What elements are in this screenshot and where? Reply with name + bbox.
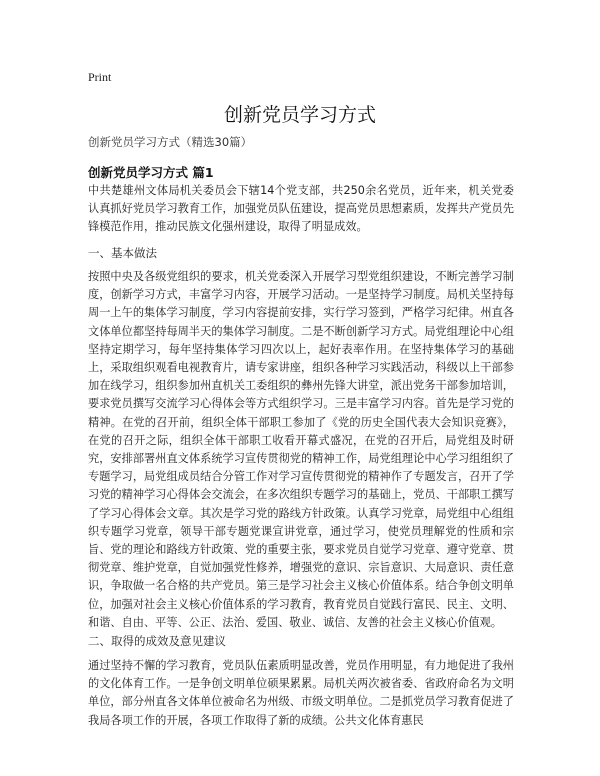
print-label: Print	[88, 70, 112, 84]
heading-results-suggestions: 二、取得的成效及意见建议	[88, 634, 226, 648]
intro-paragraph: 中共楚雄州文体局机关委员会下辖14个党支部，共250余名党员，近年来，机关党委认真抓好党员学习教育工作，加强党员队伍建设，提高党员思想素质，发挥共产党员先锋模范作用，推动民族文化强州建设，取得了明显成效。	[88, 184, 514, 234]
paragraph-basic-practices: 按照中央及各级党组织的要求，机关党委深入开展学习型党组织建设，不断完善学习制度，创新学习方式，丰富学习内容，开展学习活动。一是坚持学习制度。局机关坚持每周一上午的集体学习制度，学习内容提前安排，实行学习签到，严格学习纪律。州直各文体单位都坚持每周半天的集体学习制度。二是不断创新学习方式。局党组理论中心组坚持定期学习，每年坚持集体学习四次以上，起好表率作用。在坚持集体学习的基础上，采取组织观看电视教育片，请专家讲座，组织各种学习实践活动，科级以上干部参加在线学习，组织参加州直机关工委组织的彝州先锋大讲堂，派出党务干部参加培训，要求党员撰写交流学习心得体会等方式组织学习。三是丰富学习内容。首先是学习党的精神。在党的召开前，组织全体干部职工参加了《党的历史全国代表大会知识竞赛》，在党的召开之际，组织全体干部职工收看开幕式盛况，在党的召开后，局党组及时研究，安排部署州直文体系统学习宣传贯彻党的精神工作，局党组理论中心学习组组织了专题学习，局党组成员结合分管工作对学习宣传贯彻党的精神作了专题发言，召开了学习党的精神学习心得体会交流会，在多次组织专题学习的基础上，党员、干部职工撰写了学习心得体会文章。其次是学习党的路线方针政策。认真学习党章，局党组中心组组织专题学习党章，领导干部专题党课宣讲党章，通过学习，使党员理解党的性质和宗旨、党的理论和路线方针政策、党的重要主张，要求党员自觉学习党章、遵守党章、贯彻党章、维护党章，自觉加强党性修养，增强党的意识、宗旨意识、大局意识、责任意识，争取做一名合格的共产党员。第三是学习社会主义核心价值体系。结合争创文明单位，加强对社会主义核心价值体系的学习教育，教育党员自觉践行富民、民主、文明、和谐、自由、平等、公正、法治、爱国、敬业、诚信、友善的社会主义核心价值观。	[88, 270, 514, 629]
heading-basic-practices: 一、基本做法	[88, 246, 157, 260]
section-title: 创新党员学习方式 篇1	[88, 165, 214, 180]
page-title: 创新党员学习方式	[223, 104, 376, 126]
document-subtitle: 创新党员学习方式（精选30篇）	[88, 135, 253, 149]
paragraph-results-suggestions: 通过坚持不懈的学习教育，党员队伍素质明显改善，党员作用明显，有力地促进了我州的文化体育工作。一是争创文明单位硕果累累。局机关两次被省委、省政府命名为文明单位，部分州直各文体单位被命名为州级、市级文明单位。二是抓党员学习教育促进了我局各项工作的开展，各项工作取得了新的成绩。公共文化体育惠民	[88, 659, 514, 727]
